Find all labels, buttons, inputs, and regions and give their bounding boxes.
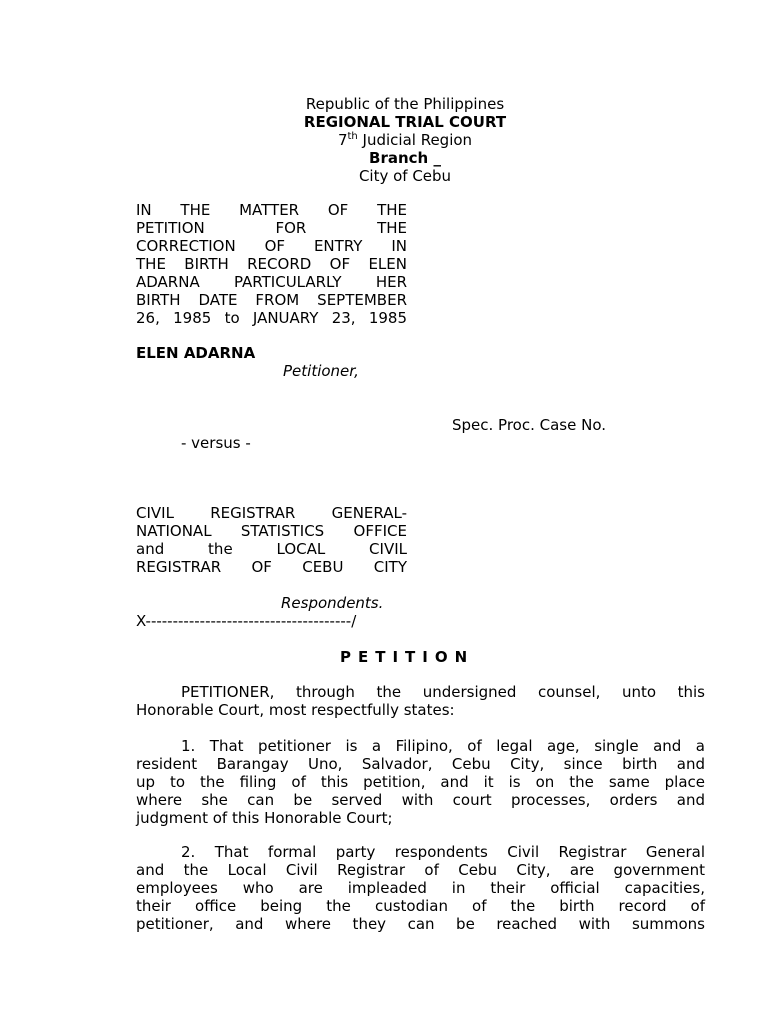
paragraph-line: and the Local Civil Registrar of Cebu City, are government	[136, 861, 705, 879]
paragraph-2	[136, 843, 705, 933]
matter-line: THE BIRTH RECORD OF ELEN	[136, 255, 407, 273]
header-region-suffix: th	[347, 131, 358, 142]
paragraph-line: petitioner, and where they can be reached with summons	[136, 915, 705, 933]
matter-line: PETITION FOR THE	[136, 219, 407, 237]
matter-line: BIRTH DATE FROM SEPTEMBER	[136, 291, 407, 309]
respondent-line: and the LOCAL CIVIL	[136, 540, 407, 558]
paragraph-line: where she can be served with court processes, orders and	[136, 791, 705, 809]
paragraph-line: up to the filing of this petition, and it is on the same place	[136, 773, 705, 791]
intro-paragraph	[136, 683, 705, 719]
header-region-text: Judicial Region	[357, 131, 473, 149]
versus-label: - versus -	[181, 434, 251, 452]
matter-line: ADARNA PARTICULARLY HER	[136, 273, 407, 291]
respondents-label: Respondents.	[281, 594, 384, 612]
paragraph-1	[136, 737, 705, 827]
case-matter-block	[136, 201, 407, 327]
paragraph-line: resident Barangay Uno, Salvador, Cebu City, since birth and	[136, 755, 705, 773]
paragraph-line: PETITIONER, through the undersigned counsel, unto this	[181, 683, 705, 701]
respondent-line: CIVIL REGISTRAR GENERAL-	[136, 504, 407, 522]
paragraph-line: employees who are impleaded in their official capacities,	[136, 879, 705, 897]
header-branch: Branch _	[369, 149, 441, 167]
petitioner-label: Petitioner,	[283, 362, 359, 380]
court-header	[0, 95, 768, 185]
paragraph-line: 2. That formal party respondents Civil Registrar General	[181, 843, 705, 861]
matter-line: IN THE MATTER OF THE	[136, 201, 407, 219]
paragraph-line: judgment of this Honorable Court;	[136, 809, 393, 827]
header-region	[0, 131, 768, 149]
paragraph-line: Honorable Court, most respectfully states:	[136, 701, 455, 719]
petitioner-name: ELEN ADARNA	[136, 344, 256, 362]
matter-line: 26, 1985 to JANUARY 23, 1985	[136, 309, 407, 327]
caption-separator: X--------------------------------------/	[136, 612, 357, 630]
header-city: City of Cebu	[358, 167, 452, 185]
document-title: PETITION	[340, 648, 475, 666]
matter-line: CORRECTION OF ENTRY IN	[136, 237, 407, 255]
header-court: REGIONAL TRIAL COURT	[303, 113, 507, 131]
respondent-line: NATIONAL STATISTICS OFFICE	[136, 522, 407, 540]
case-number-label: Spec. Proc. Case No.	[452, 416, 607, 434]
header-region-number: 7	[337, 131, 348, 149]
respondent-line: REGISTRAR OF CEBU CITY	[136, 558, 407, 576]
paragraph-line: 1. That petitioner is a Filipino, of legal age, single and a	[181, 737, 705, 755]
paragraph-line: their office being the custodian of the birth record of	[136, 897, 705, 915]
respondents-block	[136, 504, 407, 576]
header-republic: Republic of the Philippines	[305, 95, 505, 113]
